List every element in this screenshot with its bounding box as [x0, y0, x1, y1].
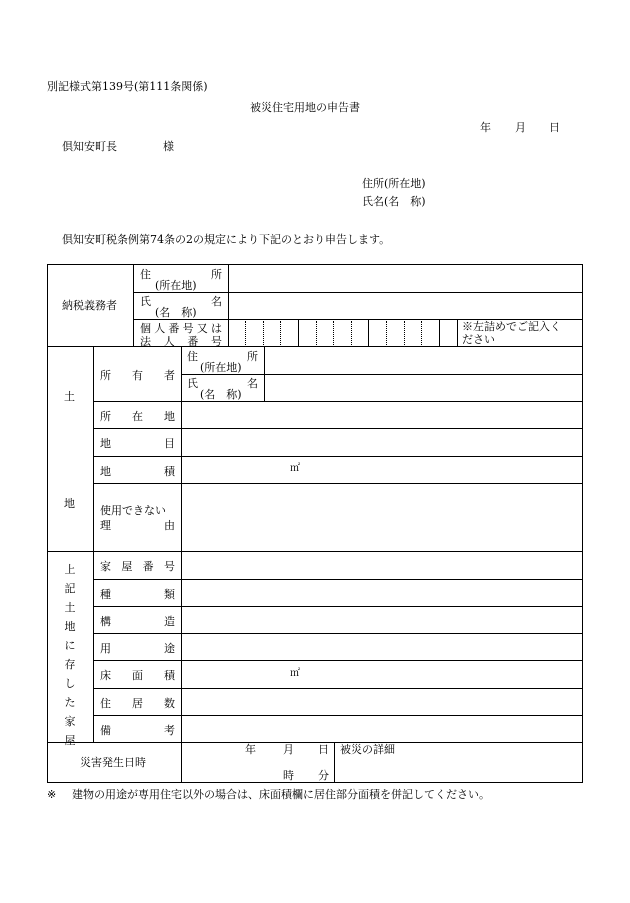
house-kind-label: 種 類 [100, 588, 175, 601]
house-use-label: 用 途 [100, 642, 175, 655]
form-reference: 別記様式第139号(第111条関係) [47, 80, 208, 93]
land-area-field[interactable] [182, 457, 582, 483]
date-month-label: 月 [515, 121, 526, 134]
house-use-field[interactable] [182, 634, 582, 660]
disaster-month-label: 月 [283, 743, 294, 756]
land-category-field[interactable] [182, 429, 582, 456]
house-number-label: 家 屋 番 号 [100, 560, 175, 573]
house-dwellings-field[interactable] [182, 689, 582, 715]
land-area-unit: ㎡ [290, 463, 300, 474]
disaster-datetime-field[interactable] [182, 743, 334, 782]
owner-address-field[interactable] [265, 347, 582, 374]
house-floor-area-field[interactable] [182, 661, 582, 688]
disaster-datetime-label: 災害発生日時 [80, 756, 146, 769]
disaster-hour-label: 時 [283, 769, 294, 782]
owner-name-label: 氏 名 [187, 377, 258, 390]
date-year-label: 年 [480, 121, 491, 134]
land-owner-label: 所 有 者 [100, 369, 175, 382]
disaster-details-field[interactable] [335, 756, 582, 782]
land-location-label: 所 在 地 [100, 410, 175, 423]
disaster-year-label: 年 [245, 743, 256, 756]
land-area-label: 地 積 [100, 465, 175, 478]
taxpayer-name-field[interactable] [229, 293, 582, 319]
owner-name-field[interactable] [265, 375, 582, 401]
taxpayer-address-sublabel: (所在地) [155, 279, 197, 292]
disaster-day-label: 日 [318, 743, 329, 756]
house-section-label: 上 記 土 地 に 存 し た 家 屋 [64, 563, 76, 747]
land-location-field[interactable] [182, 402, 582, 428]
footnote-text: 建物の用途が専用住宅以外の場合は、床面積欄に居住部分面積を併記してください。 [72, 788, 490, 801]
land-unusable-reason-field[interactable] [182, 484, 582, 551]
taxpayer-address-field[interactable] [229, 265, 582, 292]
date-day-label: 日 [549, 121, 560, 134]
taxpayer-section-label: 納税義務者 [62, 299, 117, 312]
disaster-minute-label: 分 [318, 769, 329, 782]
taxpayer-id-number-field[interactable] [229, 320, 457, 346]
taxpayer-name-sublabel: (名 称) [155, 306, 197, 319]
taxpayer-id-note-line1: ※左詰めでご記入く [462, 320, 561, 333]
form-title: 被災住宅用地の申告書 [250, 101, 360, 114]
disaster-details-label: 被災の詳細 [340, 743, 395, 756]
house-structure-label: 構 造 [100, 615, 175, 628]
intro-text: 倶知安町税条例第74条の2の規定により下記のとおり申告します。 [62, 233, 391, 246]
land-unusable-label-line1: 使用できない [100, 504, 166, 517]
house-remarks-label: 備 考 [100, 724, 175, 737]
taxpayer-id-label-line2: 法 人 番 号 [140, 335, 222, 348]
house-kind-field[interactable] [182, 580, 582, 606]
house-dwellings-label: 住 居 数 [100, 697, 175, 710]
addressee: 倶知安町長 [62, 140, 117, 153]
footnote-mark: ※ [47, 788, 57, 801]
house-structure-field[interactable] [182, 607, 582, 633]
taxpayer-address-label: 住 所 [140, 268, 222, 281]
owner-name-sublabel: (名 称) [200, 388, 242, 401]
taxpayer-id-label-line1: 個 人 番 号 又 は [140, 322, 222, 335]
house-floor-area-label: 床 面 積 [100, 669, 175, 682]
applicant-address-label: 住所(所在地) [362, 177, 426, 190]
house-floor-area-unit: ㎡ [290, 668, 300, 679]
land-section-label-bottom: 地 [64, 497, 75, 510]
house-number-field[interactable] [182, 552, 582, 579]
applicant-name-label: 氏名(名 称) [362, 195, 426, 208]
owner-address-label: 住 所 [187, 350, 258, 363]
land-unusable-label-line2: 理 由 [100, 519, 175, 532]
land-category-label: 地 目 [100, 437, 175, 450]
owner-address-sublabel: (所在地) [200, 361, 242, 374]
honorific: 様 [163, 140, 174, 153]
taxpayer-id-note-line2: ださい [462, 333, 495, 346]
taxpayer-name-label: 氏 名 [140, 295, 222, 308]
land-section-label-top: 土 [64, 390, 75, 403]
house-remarks-field[interactable] [182, 716, 582, 742]
